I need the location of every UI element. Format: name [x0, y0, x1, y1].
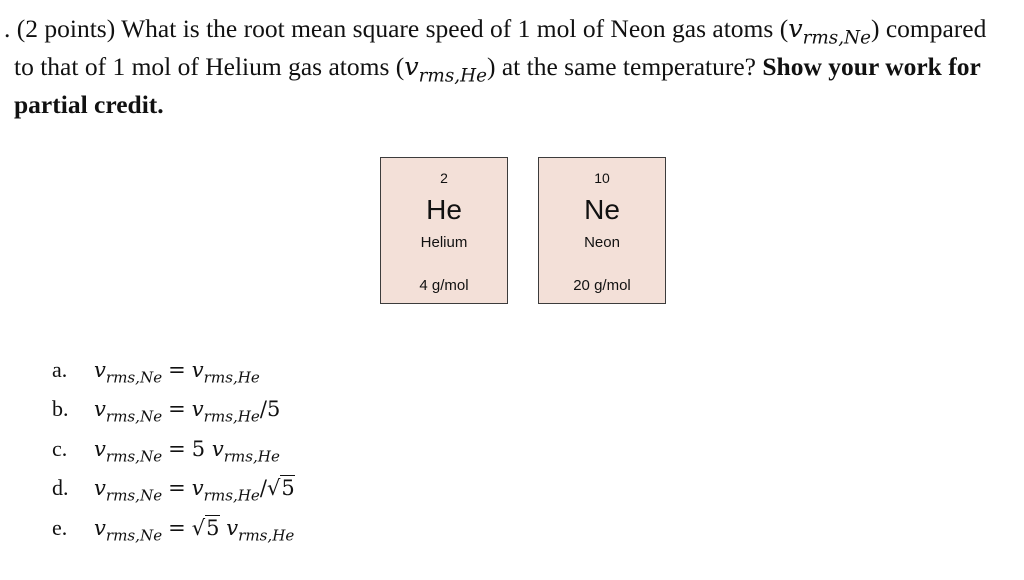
question-line-1-suffix: ) compared: [870, 14, 987, 43]
question-text: [4, 10, 1020, 124]
answer-choice-c[interactable]: [52, 429, 295, 469]
square-root: √5: [266, 476, 295, 501]
choice-letter: c.: [52, 435, 68, 461]
atomic-number: 10: [594, 170, 610, 186]
question-line-2: [4, 48, 1020, 86]
question-line-2-prefix: to that of 1 mol of Helium gas atoms (: [14, 52, 405, 81]
choice-expression: $v_{rms,Ne} = v_{rms,He}/5$: [94, 397, 281, 426]
atomic-number: 2: [440, 170, 448, 186]
molar-mass: 20 g/mol: [573, 277, 631, 294]
instruction-bold-continued: partial credit.: [14, 90, 164, 119]
question-line-1-prefix: . (2 points) What is the root mean square speed of 1 mol of Neon gas atoms (: [4, 14, 789, 43]
question-line-3: [4, 86, 1020, 124]
answer-choices: [52, 350, 295, 548]
instruction-bold: Show your work for: [762, 52, 981, 81]
choice-expression: $v_{rms,Ne} = √5$ $v_{rms,He}$: [94, 515, 295, 545]
choice-letter: a.: [52, 356, 68, 382]
molar-mass: 4 g/mol: [419, 277, 469, 294]
choice-expression: $v_{rms,Ne} = v_{rms,He}/√5$: [94, 476, 295, 505]
square-root: √5: [191, 515, 220, 540]
element-tile-neon: [538, 157, 666, 304]
answer-choice-a[interactable]: [52, 350, 295, 390]
variable-vrms-ne: $v_{rms,Ne}$: [788, 14, 871, 49]
choice-expression: $v_{rms,Ne} = v_{rms,He}$: [94, 357, 260, 387]
element-symbol: He: [426, 194, 462, 225]
choice-letter: e.: [52, 514, 68, 540]
answer-choice-e[interactable]: [52, 508, 295, 548]
choice-expression: $v_{rms,Ne} = 5$ $v_{rms,He}$: [94, 436, 280, 466]
element-tile-helium: [380, 157, 508, 304]
element-symbol: Ne: [584, 194, 620, 225]
answer-choice-b[interactable]: [52, 390, 295, 430]
choice-letter: d.: [52, 475, 69, 501]
element-name: Neon: [584, 234, 620, 251]
variable-vrms-he: $v_{rms,He}$: [404, 52, 487, 87]
element-name: Helium: [420, 234, 468, 251]
question-line-2-suffix: ) at the same temperature?: [486, 52, 763, 81]
choice-letter: b.: [52, 396, 69, 422]
question-line-1: [4, 10, 1020, 48]
answer-choice-d[interactable]: [52, 469, 295, 509]
